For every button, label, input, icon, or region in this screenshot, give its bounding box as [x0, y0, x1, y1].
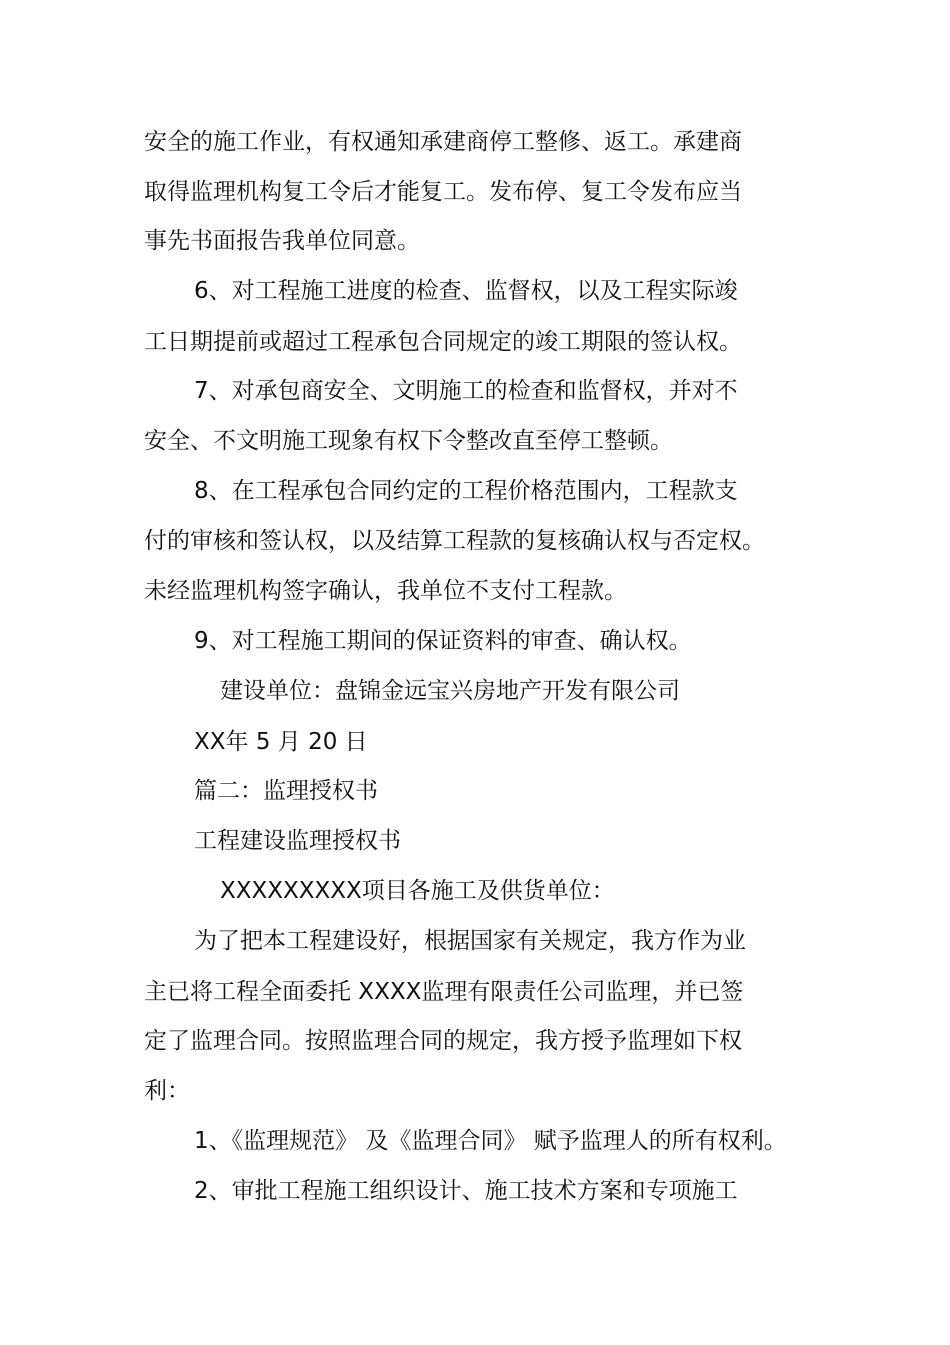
numbered-item-7: 7、对承包商安全、文明施工的检查和监督权，并对不 [194, 378, 738, 404]
addressee-line: XXXXXXXXX项目各施工及供货单位： [220, 878, 615, 904]
body-text-line: 主已将工程全面委托 XXXX监理有限责任公司监理，并已签 [144, 979, 744, 1005]
body-text-line: 付的审核和签认权，以及结算工程款的复核确认权与否定权。 [144, 528, 765, 554]
date-line: XX年 5 月 20 日 [194, 729, 368, 755]
numbered-item-6: 6、对工程施工进度的检查、监督权，以及工程实际竣 [194, 278, 738, 304]
section-heading: 篇二：监理授权书 [194, 778, 378, 804]
body-text-line: 事先书面报告我单位同意。 [144, 228, 420, 254]
numbered-item-8: 8、在工程承包合同约定的工程价格范围内，工程款支 [194, 478, 738, 504]
body-text-line: 安全的施工作业，有权通知承建商停工整修、返工。承建商 [144, 129, 742, 155]
body-text-line: 取得监理机构复工令后才能复工。发布停、复工令发布应当 [144, 179, 742, 205]
construction-unit-signature: 建设单位：盘锦金远宝兴房地产开发有限公司 [220, 678, 680, 704]
body-text-line: 安全、不文明施工现象有权下令整改直至停工整顿。 [144, 428, 673, 454]
body-text-line: 利： [144, 1078, 190, 1104]
body-text-line: 为了把本工程建设好，根据国家有关规定，我方作为业 [194, 928, 746, 954]
numbered-item-9: 9、对工程施工期间的保证资料的审查、确认权。 [194, 628, 692, 654]
body-text-line: 未经监理机构签字确认，我单位不支付工程款。 [144, 578, 627, 604]
numbered-item-2: 2、审批工程施工组织设计、施工技术方案和专项施工 [194, 1178, 738, 1204]
body-text-line: 定了监理合同。按照监理合同的规定，我方授予监理如下权 [144, 1028, 742, 1054]
document-title: 工程建设监理授权书 [194, 828, 401, 854]
body-text-line: 工日期提前或超过工程承包合同规定的竣工期限的签认权。 [144, 329, 742, 355]
numbered-item-1: 1、《监理规范》 及《监理合同》 赋予监理人的所有权利。 [194, 1128, 787, 1154]
